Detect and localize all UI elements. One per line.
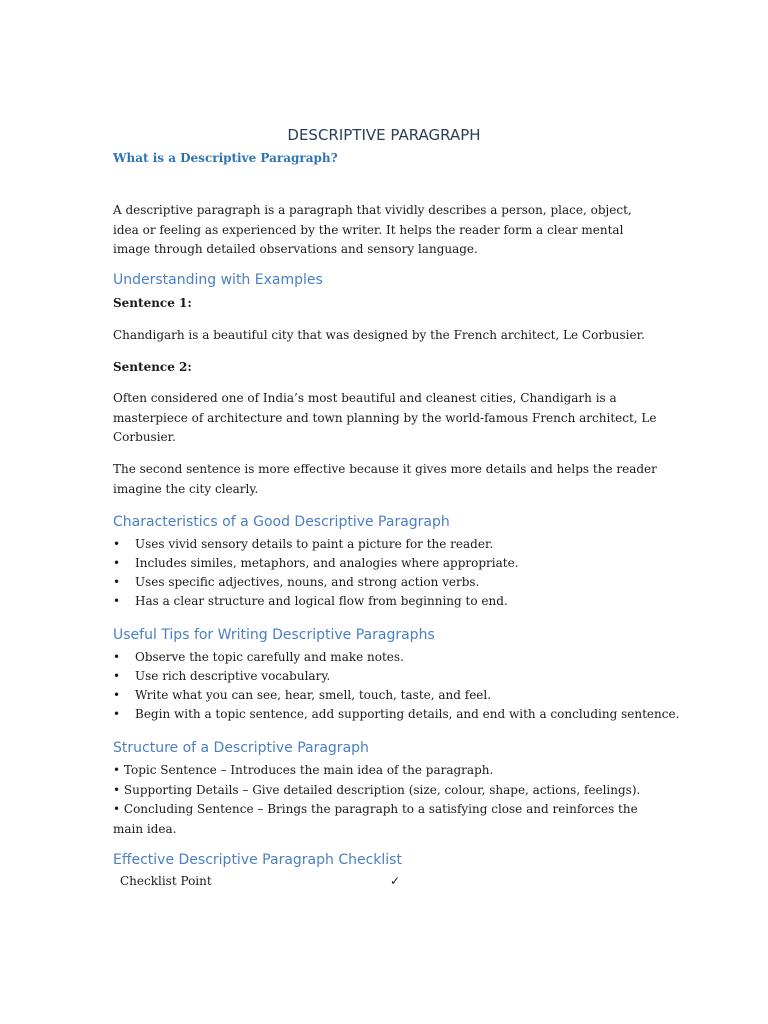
sentence1-label: Sentence 1: (113, 296, 192, 310)
list-item: • Use rich descriptive vocabulary. (113, 667, 679, 686)
checkmark-icon: ✓ (390, 874, 401, 888)
structure-heading: Structure of a Descriptive Paragraph (113, 740, 369, 756)
page-title: DESCRIPTIVE PARAGRAPH (287, 126, 481, 144)
subtitle: What is a Descriptive Paragraph? (113, 151, 338, 165)
characteristics-heading: Characteristics of a Good Descriptive Paragraph (113, 514, 450, 530)
list-item: • Uses vivid sensory details to paint a picture for the reader. (113, 535, 519, 554)
bullet-icon: • (113, 650, 121, 664)
tips-heading: Useful Tips for Writing Descriptive Paragraphs (113, 627, 435, 643)
bullet-icon: • (113, 594, 121, 608)
structure-list (113, 761, 661, 839)
intro-paragraph: A descriptive paragraph is a paragraph that vividly describes a person, place, object, idea or feeling as experienced by the writer. It helps the reader form a clear mental image through detailed observations and sensory language. (113, 203, 632, 256)
bullet-icon: • (113, 575, 121, 589)
bullet-icon: • (113, 537, 121, 551)
characteristics-list (113, 535, 519, 611)
comparison-paragraph: The second sentence is more effective because it gives more details and helps the reader imagine the city clearly. (113, 462, 657, 496)
list-item: • Includes similes, metaphors, and analogies where appropriate. (113, 554, 519, 573)
bullet-icon: • (113, 688, 121, 702)
bullet-icon: • (113, 556, 121, 570)
bullet-icon: • (113, 707, 121, 721)
sentence2-text: Often considered one of India’s most beautiful and cleanest cities, Chandigarh is a masterpiece of architecture and town planning by the world-famous French architect, Le Corbusier. (113, 391, 657, 444)
bullet-icon: • (113, 669, 121, 683)
list-item: • Begin with a topic sentence, add supporting details, and end with a concluding sentence. (113, 705, 679, 724)
sentence2-label: Sentence 2: (113, 360, 192, 374)
sentence1-text: Chandigarh is a beautiful city that was designed by the French architect, Le Corbusier. (113, 328, 645, 342)
checklist-column-header: Checklist Point (120, 874, 212, 888)
list-item: • Has a clear structure and logical flow from beginning to end. (113, 592, 519, 611)
list-item: • Write what you can see, hear, smell, touch, taste, and feel. (113, 686, 679, 705)
list-item: • Topic Sentence – Introduces the main idea of the paragraph. (113, 763, 494, 777)
list-item: • Concluding Sentence – Brings the paragraph to a satisfying close and reinforces the main idea. (113, 802, 638, 836)
list-item: • Supporting Details – Give detailed description (size, colour, shape, actions, feelings). (113, 782, 641, 797)
tips-list (113, 648, 679, 724)
examples-heading: Understanding with Examples (113, 272, 323, 288)
checklist-heading: Effective Descriptive Paragraph Checklist (113, 852, 402, 868)
list-item: • Uses specific adjectives, nouns, and strong action verbs. (113, 573, 519, 592)
list-item: • Observe the topic carefully and make notes. (113, 648, 679, 667)
